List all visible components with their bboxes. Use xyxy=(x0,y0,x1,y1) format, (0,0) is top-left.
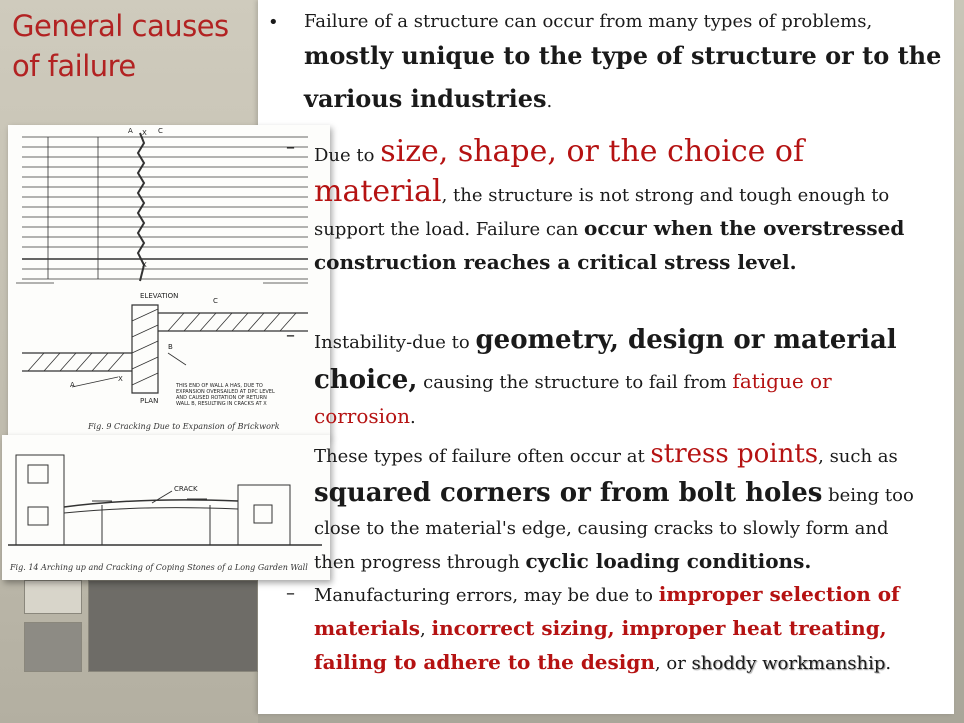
sub4-g: . xyxy=(885,653,892,674)
bullet-main-part2: mostly unique to the type of structure or to the various industries xyxy=(304,41,942,113)
fig1-label-elevation: ELEVATION xyxy=(140,292,179,300)
sub4-a: Manufacturing errors, may be due to xyxy=(314,585,659,606)
fig1-label-x-top: X xyxy=(142,129,147,137)
sub-bullet-instability xyxy=(286,320,934,434)
garden-wall-figure xyxy=(2,435,330,580)
sub3-b: stress points xyxy=(650,439,819,469)
fig1-label-x-mid: X xyxy=(142,261,147,269)
bullet-main-part3: . xyxy=(546,91,553,112)
fig1-label-a-plan: A xyxy=(70,381,75,389)
sub-bullet-stress-points xyxy=(314,438,934,579)
slide-title xyxy=(12,6,256,86)
fig2-caption: Fig. 14 Arching up and Cracking of Coping Stones of a Long Garden Wall xyxy=(10,563,308,572)
sub1-b: size, shape, or the choice of material xyxy=(314,134,805,209)
fig1-label-plan: PLAN xyxy=(140,397,159,405)
sub-bullet-size-shape xyxy=(286,132,934,280)
brickwork-drawing xyxy=(8,125,330,437)
fig1-label-a-top: A xyxy=(128,127,133,135)
dash-2: – xyxy=(286,325,295,346)
sub3-c: , such as xyxy=(818,446,898,467)
sub4-b: improper selection of materials xyxy=(314,582,900,640)
sub3-d: squared corners or from bolt holes xyxy=(314,478,823,508)
decor-square-light xyxy=(24,580,82,614)
bullet-main-part1: Failure of a structure can occur from many types of problems, xyxy=(304,11,873,32)
sub1-a: Due to xyxy=(314,145,381,166)
fig1-label-c-top: C xyxy=(158,127,163,135)
fig1-caption: Fig. 9 Cracking Due to Expansion of Brickwork xyxy=(88,422,280,431)
fig1-label-x-plan: X xyxy=(118,375,123,383)
brickwork-expansion-figure xyxy=(8,125,330,437)
dash-1: – xyxy=(286,137,295,158)
decor-square-medium xyxy=(24,622,82,672)
title-line-2: of failure xyxy=(12,49,136,83)
sub2-d: fatigue or corrosion xyxy=(314,369,832,428)
fig1-note: THIS END OF WALL A HAS, DUE TO EXPANSION OVERSAILED AT DPC LEVEL AND CAUSED ROTATION OF RETURN WALL B, RESULTING IN CRACKS AT X xyxy=(176,383,275,407)
fig1-label-c-plan: C xyxy=(213,297,218,305)
sub4-f: shoddy workmanship xyxy=(691,653,886,674)
sub3-e: being too close to the material's edge, causing cracks to slowly form and then progress through xyxy=(314,485,914,573)
decor-square-dark xyxy=(88,580,258,672)
sub3-f: cyclic loading conditions. xyxy=(525,549,812,573)
sub-bullet-manufacturing xyxy=(286,578,934,680)
sub4-d: incorrect sizing, improper heat treating, failing to adhere to the design xyxy=(314,616,887,674)
sub4-c: , xyxy=(420,619,432,640)
bullet-dot: • xyxy=(268,12,279,33)
dash-3: – xyxy=(286,583,295,604)
sub3-a: These types of failure often occur at xyxy=(314,446,651,467)
sub2-e: . xyxy=(410,407,416,428)
sub4-e: , or xyxy=(654,653,692,674)
garden-wall-drawing xyxy=(2,435,330,580)
sub2-b: geometry, design or material choice, xyxy=(314,325,897,395)
bullet-main-text xyxy=(304,8,944,122)
sub1-c: , the structure is not strong and tough enough to support the load. Failure can xyxy=(314,185,890,240)
sub2-c: causing the structure to fail from xyxy=(417,372,733,393)
sub1-d: occur when the overstressed construction reaches a critical stress level. xyxy=(314,216,905,274)
title-line-1: General causes xyxy=(12,9,229,43)
fig1-label-b: B xyxy=(168,343,173,351)
sub2-a: Instability-due to xyxy=(314,332,476,353)
fig2-label-crack: CRACK xyxy=(174,485,198,493)
